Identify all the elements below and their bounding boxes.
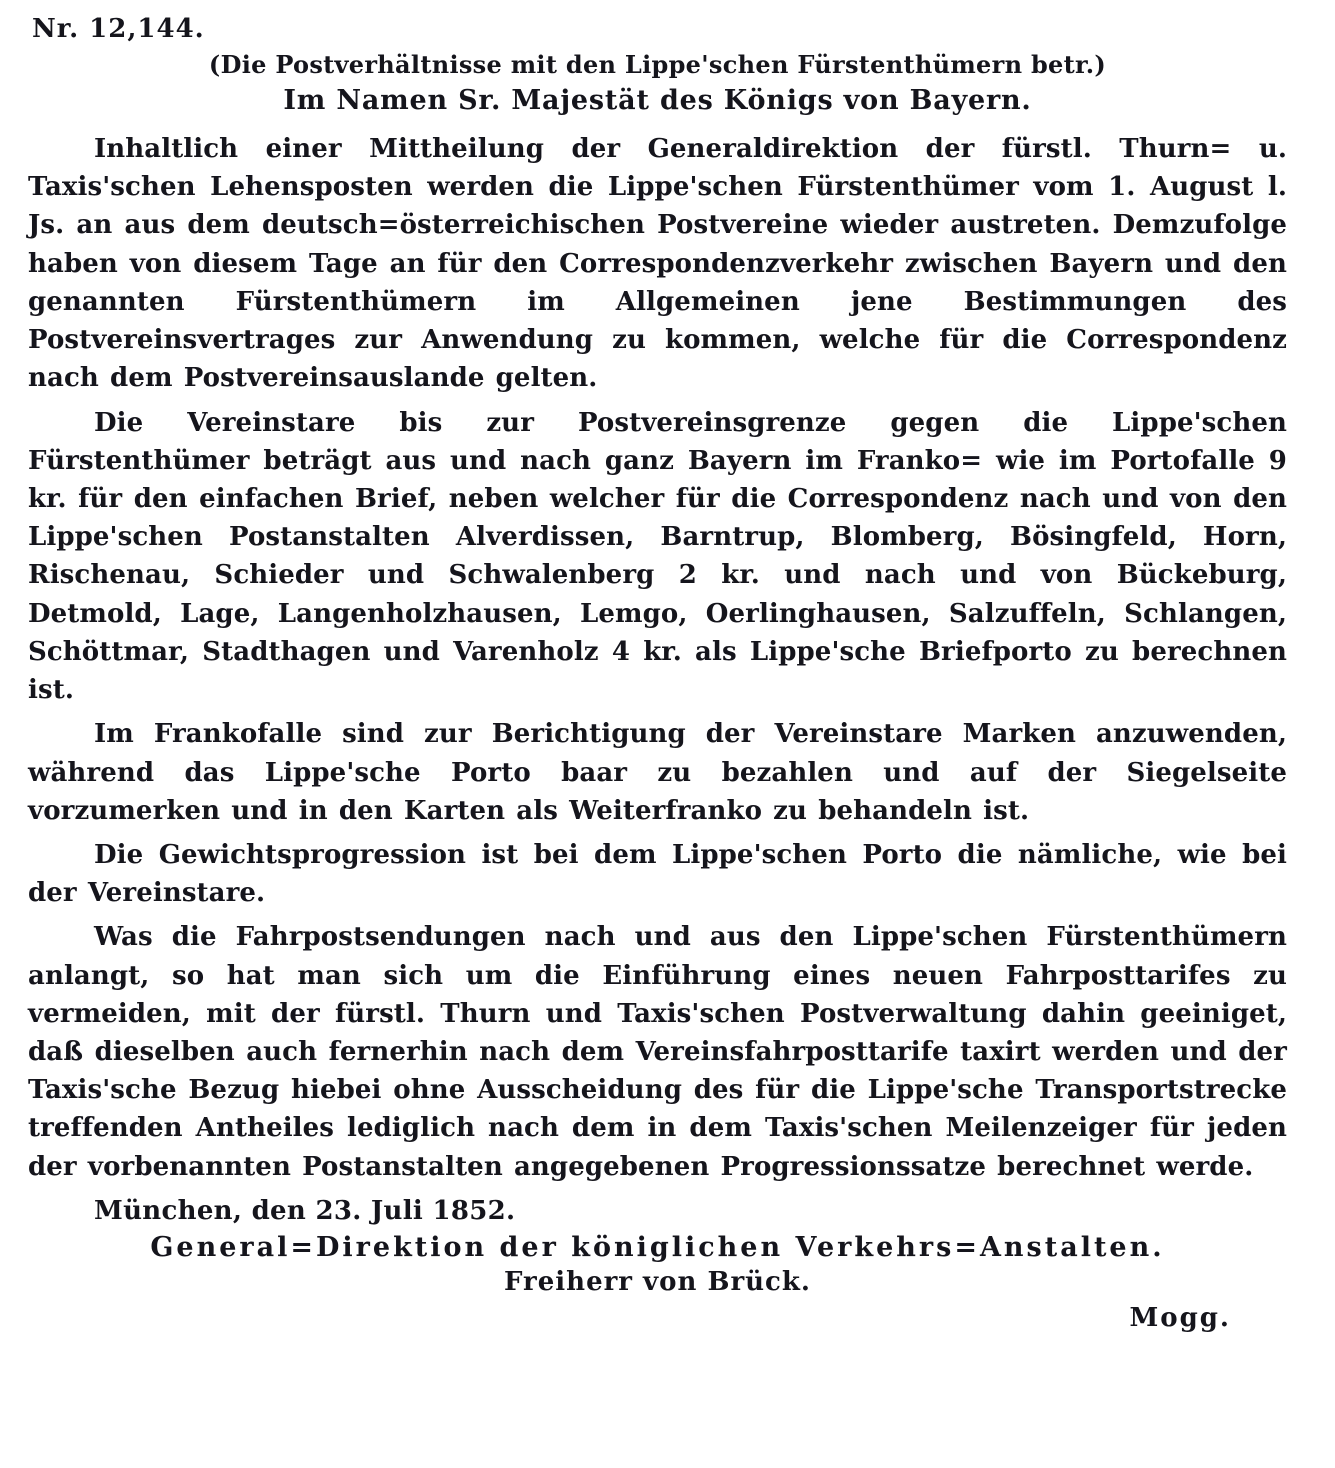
issuing-authority: General=Direktion der königlichen Verkehrs=Anstalten. [150,1231,1165,1263]
signature-clerk: Mogg. [1129,1302,1231,1333]
royal-heading: Im Namen Sr. Majestät des Königs von Bayern. [283,85,1032,116]
body-paragraph: Die Gewichtsprogression ist bei dem Lippe'schen Porto die nämliche, wie bei der Vereinstare. [28,839,1287,909]
body-paragraph: Im Frankofalle sind zur Berichtigung der Vereinstare Marken anzuwenden, während das Lippe'sche Porto baar zu bezahlen und auf der Siegelseite vorzumerken und in den Karten als Weiterfranko zu behandeln ist. [28,719,1287,826]
body-paragraph: Inhaltlich einer Mittheilung der Generaldirektion der fürstl. Thurn= u. Taxis'schen Lehensposten werden die Lippe'schen Fürstenthümer vom 1. August l. Js. an aus dem deutsch=österreichischen Postvereine wieder austreten. Demzufolge haben von diesem Tage an für den Correspondenzverkehr zwischen Bayern und den genannten Fürstenthümern im Allgemeinen jene Bestimmungen des Postvereinsvertrages zur Anwendung zu kommen, welche für die Correspondenz nach dem Postvereinsauslande gelten. [28,134,1287,394]
body-paragraph: Was die Fahrpostsendungen nach und aus den Lippe'schen Fürstenthümern anlangt, so hat man sich um die Einführung eines neuen Fahrposttarifes zu vermeiden, mit der fürstl. Thurn und Taxis'schen Postverwaltung dahin geeiniget, daß dieselben auch fernerhin nach dem Vereinsfahrposttarife taxirt werden und der Taxis'sche Bezug hiebei ohne Ausscheidung des für die Lippe'sche Transportstrecke treffenden Antheiles lediglich nach dem in dem Taxis'schen Meilenzeiger für jeden der vorbenannten Postanstalten angegebenen Progressionssatze berechnet werde. [28,922,1287,1182]
body-paragraph: Die Vereinstare bis zur Postvereinsgrenze gegen die Lippe'schen Fürstenthümer beträgt aus und nach ganz Bayern im Franko= wie im Portofalle 9 kr. für den einfachen Brief, neben welcher für die Correspondenz nach und von den Lippe'schen Postanstalten Alverdissen, Barntrup, Blomberg, Bösingfeld, Horn, Rischenau, Schieder und Schwalenberg 2 kr. und nach und von Bückeburg, Detmold, Lage, Langenholzhausen, Lemgo, Oerlinghausen, Salzuffeln, Schlangen, Schöttmar, Stadthagen und Varenholz 4 kr. als Lippe'sche Briefporto zu berechnen ist. [28,407,1287,706]
document-subject-line: (Die Postverhältnisse mit den Lippe'schen Fürstenthümern betr.) [208,50,1107,79]
place-and-date: München, den 23. Juli 1852. [94,1195,516,1226]
signature-primary: Freiherr von Brück. [504,1266,811,1297]
document-number: Nr. 12,144. [32,14,205,44]
